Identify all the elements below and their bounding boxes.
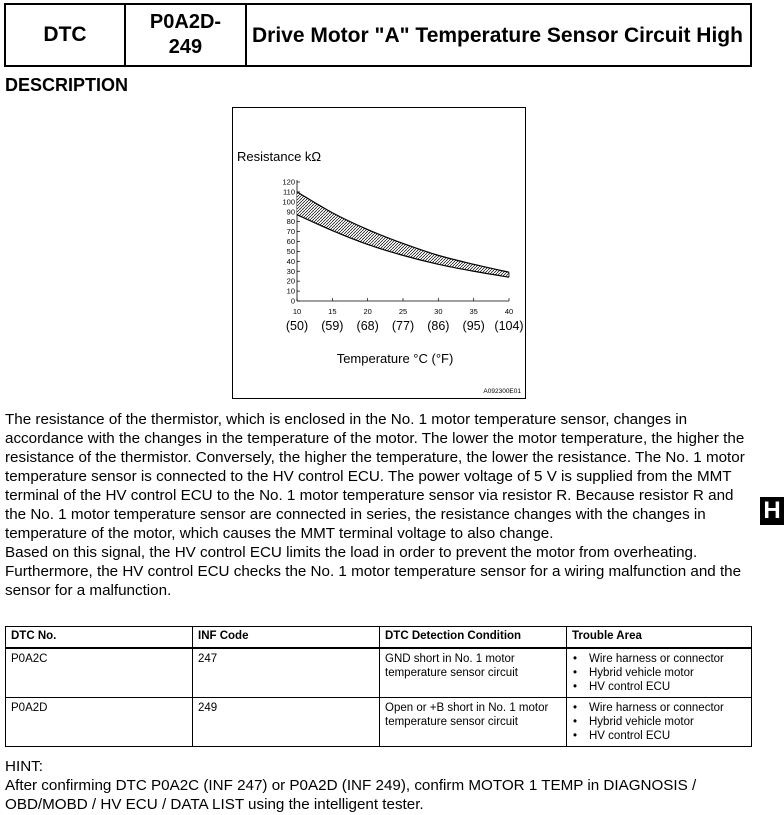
col-header-trouble-area: Trouble Area xyxy=(567,627,752,649)
x-tick-label: 25 xyxy=(398,307,408,316)
trouble-item: • HV control ECU xyxy=(589,680,746,694)
resistance-chart-figure xyxy=(232,107,526,399)
x-tick-label-fahrenheit: (86) xyxy=(427,319,450,333)
y-tick-label: 120 xyxy=(282,177,295,187)
hint-block xyxy=(5,757,757,814)
trouble-item: • Wire harness or connector xyxy=(589,701,746,715)
x-axis-label: Temperature °C (°F) xyxy=(336,351,454,366)
dtc-label: DTC xyxy=(6,5,126,65)
y-tick-label: 20 xyxy=(286,276,295,286)
dtc-header xyxy=(4,3,752,67)
x-tick-label: 15 xyxy=(328,307,337,316)
table-row xyxy=(6,648,752,698)
y-tick-label: 90 xyxy=(286,207,295,217)
y-tick-label: 70 xyxy=(286,227,295,237)
y-axis-label: Resistance kΩ xyxy=(237,149,322,164)
trouble-item: • Hybrid vehicle motor xyxy=(589,715,746,729)
y-tick-label: 60 xyxy=(286,237,295,246)
table-row xyxy=(6,698,752,747)
description-paragraph-2: Based on this signal, the HV control ECU limits the load in order to prevent the motor from overheating. Furthermore, the HV control ECU checks the No. 1 motor temperature sensor for a wiring malfunction and the sensor for a malfunction. xyxy=(5,544,742,599)
col-header-inf-code: INF Code xyxy=(193,627,380,649)
x-tick-label: 40 xyxy=(504,307,514,316)
dtc-title: Drive Motor "A" Temperature Sensor Circuit High xyxy=(252,23,743,47)
trouble-item: • HV control ECU xyxy=(589,729,746,743)
y-tick-label: 110 xyxy=(283,187,295,197)
x-tick-label: 20 xyxy=(363,307,372,316)
x-tick-label: 30 xyxy=(434,307,443,316)
x-tick-label-fahrenheit: (68) xyxy=(356,319,379,333)
y-tick-label: 40 xyxy=(286,256,295,266)
x-tick-label-fahrenheit: (95) xyxy=(462,319,485,333)
trouble-item: • Wire harness or connector xyxy=(589,652,746,666)
y-tick-label: 50 xyxy=(286,246,295,256)
x-tick-label-fahrenheit: (50) xyxy=(285,319,309,333)
cell-inf-code: 247 xyxy=(193,648,380,698)
x-tick-label: 10 xyxy=(292,307,302,316)
figure-id: A092300E01 xyxy=(483,388,521,395)
y-tick-label: 0 xyxy=(290,296,295,306)
cell-trouble-area xyxy=(567,648,752,698)
y-tick-label: 80 xyxy=(286,217,295,227)
col-header-detection-condition: DTC Detection Condition xyxy=(380,627,567,649)
cell-dtc-no: P0A2D xyxy=(6,698,193,747)
dtc-code-line1: P0A2D- xyxy=(149,11,222,33)
dtc-table xyxy=(5,626,752,747)
upper-limit-line xyxy=(297,192,509,272)
description-text xyxy=(5,410,757,600)
dtc-code-line2: 249 xyxy=(168,36,203,58)
cell-dtc-no: P0A2C xyxy=(6,648,193,698)
y-tick-label: 30 xyxy=(286,266,295,276)
table-header-row xyxy=(6,627,752,649)
dtc-code xyxy=(126,5,247,65)
y-tick-label: 10 xyxy=(286,286,295,296)
section-tab: H xyxy=(760,497,784,525)
x-tick-label-fahrenheit: (77) xyxy=(391,319,415,333)
x-tick-label: 35 xyxy=(469,307,478,316)
cell-detection-condition: Open or +B short in No. 1 motor temperature sensor circuit xyxy=(380,698,567,747)
trouble-item: • Hybrid vehicle motor xyxy=(589,666,746,680)
cell-inf-code: 249 xyxy=(193,698,380,747)
cell-detection-condition: GND short in No. 1 motor temperature sensor circuit xyxy=(380,648,567,698)
description-paragraph-1: The resistance of the thermistor, which is enclosed in the No. 1 motor temperature sensor, changes in accordance with the changes in the temperature of the motor. The lower the motor temperature, the higher the resistance of the thermistor. Conversely, the higher the temperature, the lower the resistance. The No. 1 motor temperature sensor is connected to the HV control ECU. The power voltage of 5 V is supplied from the MMT terminal of the HV control ECU to the No. 1 motor temperature sensor via resistor R. Because resistor R and the No. 1 motor temperature sensor are connected in series, the resistance changes with the changes in temperature of the motor, which causes the MMT terminal voltage to also change. xyxy=(5,411,745,542)
x-tick-label-fahrenheit: (104) xyxy=(494,319,524,333)
tolerance-band xyxy=(297,192,509,277)
hint-text: After confirming DTC P0A2C (INF 247) or P0A2D (INF 249), confirm MOTOR 1 TEMP in DIAGNOSIS / OBD/MOBD / HV ECU / DATA LIST using the intelligent tester. xyxy=(5,777,697,813)
section-title: DESCRIPTION xyxy=(5,75,129,95)
resistance-chart xyxy=(233,108,527,400)
x-tick-label-fahrenheit: (59) xyxy=(321,319,344,333)
hint-label: HINT: xyxy=(5,758,43,775)
col-header-dtc-no: DTC No. xyxy=(6,627,193,649)
y-tick-label: 100 xyxy=(282,197,295,207)
cell-trouble-area xyxy=(567,698,752,747)
